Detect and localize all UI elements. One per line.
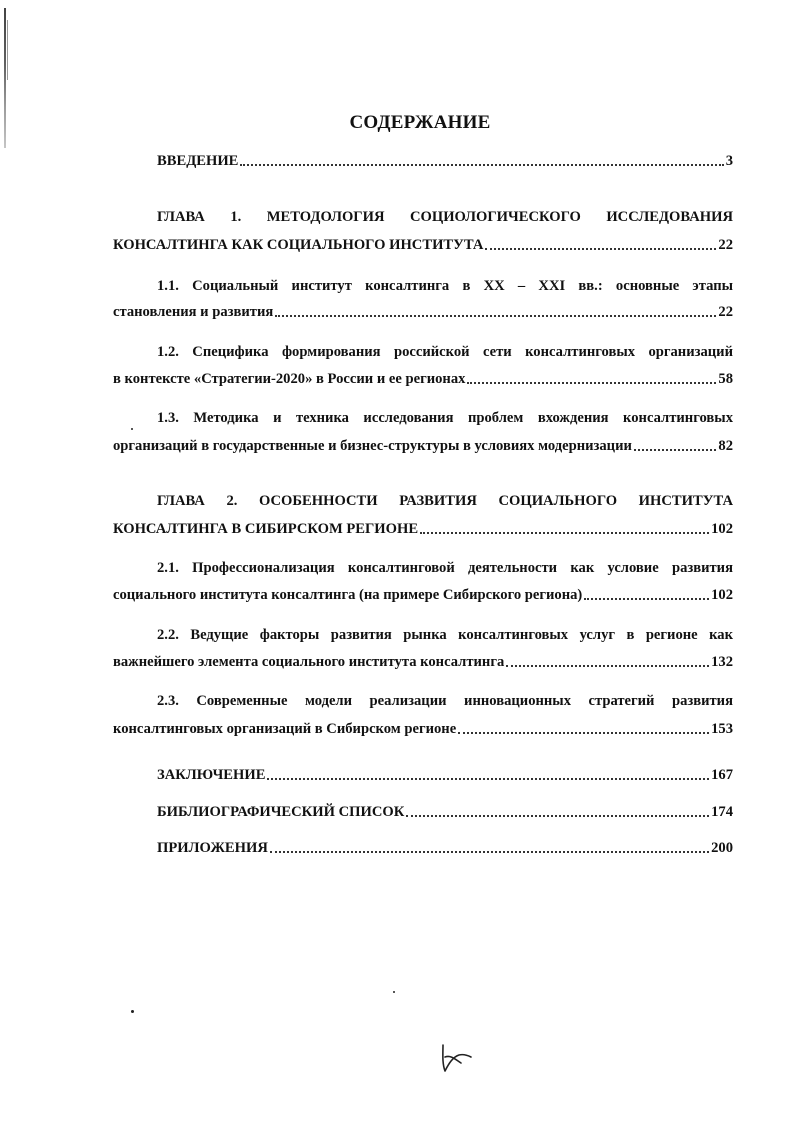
toc-entry-section-1-3 <box>113 436 733 456</box>
toc-section-2-2-line1: 2.2. Ведущие факторы развития рынка консалтинговых услуг в регионе как <box>157 627 733 643</box>
leader-dots <box>506 665 709 667</box>
scan-speck <box>131 1010 134 1013</box>
leader-dots <box>485 248 716 250</box>
leader-dots <box>420 532 709 534</box>
toc-section-2-1-line1: 2.1. Профессионализация консалтинговой деятельности как условие развития <box>157 560 733 576</box>
toc-entry-text: ПРИЛОЖЕНИЯ <box>157 840 268 856</box>
toc-entry-section-1-2 <box>113 369 733 389</box>
toc-entry-conclusion <box>157 765 733 785</box>
toc-page-number: 102 <box>711 521 733 537</box>
toc-chapter1-line1: ГЛАВА 1. МЕТОДОЛОГИЯ СОЦИОЛОГИЧЕСКОГО ИССЛЕДОВАНИЯ <box>157 209 733 225</box>
toc-entry-text: социального института консалтинга (на примере Сибирского региона) <box>113 587 583 603</box>
leader-dots <box>458 732 709 734</box>
signature-icon <box>437 1043 473 1073</box>
toc-section-2-3-line1: 2.3. Современные модели реализации инновационных стратегий развития <box>157 693 733 709</box>
toc-entry-text: ВВЕДЕНИЕ <box>157 153 239 169</box>
leader-dots <box>240 164 723 166</box>
toc-entry-section-2-1 <box>113 585 733 605</box>
leader-dots <box>467 382 716 384</box>
leader-dots <box>275 315 716 317</box>
toc-page-number: 153 <box>711 721 733 737</box>
toc-page-number: 132 <box>711 654 733 670</box>
page-title: СОДЕРЖАНИЕ <box>349 112 491 133</box>
toc-entry-text: консалтинговых организаций в Сибирском регионе <box>113 721 457 737</box>
leader-dots <box>406 815 709 817</box>
toc-page-number: 200 <box>711 840 733 856</box>
toc-entry-text: организаций в государственные и бизнес-структуры в условиях модернизации <box>113 438 632 454</box>
leader-dots <box>634 449 717 451</box>
leader-dots <box>267 778 709 780</box>
scan-speck <box>131 428 133 430</box>
toc-section-1-2-line1: 1.2. Специфика формирования российской сети консалтинговых организаций <box>157 344 733 360</box>
toc-entry-text: важнейшего элемента социального института консалтинга <box>113 654 505 670</box>
toc-entry-text: ЗАКЛЮЧЕНИЕ <box>157 767 266 783</box>
toc-page-number: 3 <box>725 153 733 169</box>
toc-entry-chapter1 <box>113 235 733 255</box>
toc-page-number: 58 <box>718 371 733 387</box>
toc-entry-intro <box>157 151 733 171</box>
toc-page-number: 167 <box>711 767 733 783</box>
toc-entry-text: КОНСАЛТИНГА КАК СОЦИАЛЬНОГО ИНСТИТУТА <box>113 237 484 253</box>
toc-page-number: 102 <box>711 587 733 603</box>
toc-entry-chapter2 <box>113 519 733 539</box>
scan-speck <box>393 991 395 993</box>
toc-entry-section-2-2 <box>113 652 733 672</box>
toc-entry-text: становления и развития <box>113 304 274 320</box>
toc-entry-text: КОНСАЛТИНГА В СИБИРСКОМ РЕГИОНЕ <box>113 521 419 537</box>
leader-dots <box>584 598 709 600</box>
toc-page-number: 22 <box>718 237 733 253</box>
toc-page-number: 174 <box>711 804 733 820</box>
toc-entry-bibliography <box>157 802 733 822</box>
toc-page-number: 22 <box>718 304 733 320</box>
toc-chapter2-line1: ГЛАВА 2. ОСОБЕННОСТИ РАЗВИТИЯ СОЦИАЛЬНОГО ИНСТИТУТА <box>157 493 733 509</box>
toc-entry-appendices <box>157 838 733 858</box>
leader-dots <box>270 851 709 853</box>
toc-entry-text: в контексте «Стратегии-2020» в России и ее регионах <box>113 371 466 387</box>
toc-entry-section-2-3 <box>113 719 733 739</box>
toc-entry-text: БИБЛИОГРАФИЧЕСКИЙ СПИСОК <box>157 804 405 820</box>
toc-page-number: 82 <box>718 438 733 454</box>
toc-entry-section-1-1 <box>113 302 733 322</box>
scan-edge-artifact <box>7 20 8 80</box>
toc-section-1-3-line1: 1.3. Методика и техника исследования проблем вхождения консалтинговых <box>157 410 733 426</box>
toc-section-1-1-line1: 1.1. Социальный институт консалтинга в XX – XXI вв.: основные этапы <box>157 278 733 294</box>
